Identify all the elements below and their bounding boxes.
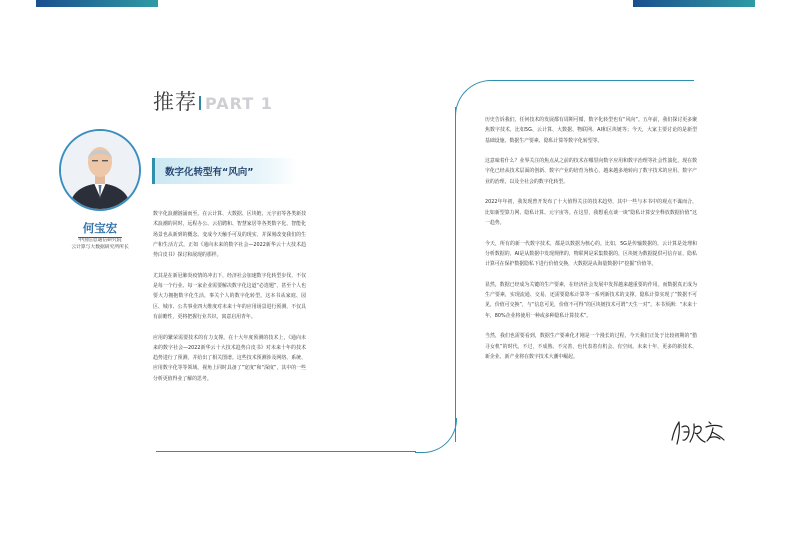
author-title-line: 中国信息通信研究院 <box>78 238 122 243</box>
section-title-zh: 推荐 <box>153 90 197 114</box>
frame-line-bottom <box>156 451 416 452</box>
left-text-column <box>153 209 306 394</box>
frame-line-top <box>494 80 694 81</box>
header-accent-bar-left <box>36 0 158 7</box>
body-paragraph: 尤其是在新冠肺炎疫情的冲击下，经济社会加速数字化转型步伐，不仅是每一个行业、每一家企业需要解决数字化这道“必选题”，甚至个人也要大力拥抱数字化生活，事关个人的数字化转型。这本书从家庭、园区、城市、公共事业四大维度对未来十年的应用场景进行预测，不仅具有前瞻性，更将把握行业共识，寓意启用青年。 <box>153 272 306 320</box>
author-title <box>48 238 152 251</box>
author-title-line: 云计算与大数据研究所所长 <box>71 244 129 250</box>
body-paragraph: 应用的繁荣需要技术的有力支撑。在十大年度预测的技术上，《通向未来的数字社会—2022新华云十大技术趋势白皮书》对未来十年的技术趋势进行了预测，并给出了相关图谱。这些技术预测涉及网络、系统、应用数字化等等领域，视角上同时具备了“宽度”和“深度”，其中的一些分析更值得业了解的思考。 <box>153 334 306 382</box>
section-title <box>153 86 273 116</box>
article-headline: 数字化转型有“风向” <box>165 167 254 178</box>
section-title-en: PART 1 <box>205 94 273 113</box>
author-signature <box>668 418 728 452</box>
body-paragraph: 今天，所有的新一代数字技术，都是以数据为核心的。比如，5G是传输数据的，云计算是处理和分析数据的，AI是从数据中发现规律的，物联网是采集数据的，区块链为数据提供可信存证，隐私计算可在保护数据隐私下进行价值交换，大数据是从海量数据中“挖掘”价值等。 <box>485 240 697 268</box>
section-title-divider <box>199 96 201 110</box>
author-avatar <box>59 129 141 211</box>
author-name: 何宝宏 <box>78 220 122 238</box>
handwritten-signature-icon <box>668 418 728 448</box>
author-portrait-icon <box>61 131 139 209</box>
body-paragraph: 显然，数据已经成为关键的生产要素，在经济社会发展中发挥越来越重要的作用。而数据真正成为生产要素，实现流通、交易，还需要隐私计算等一系列新技术的支撑。隐私计算实现了“数据不可见，价值可交换”，与“信息可见，价值不可得”的区块链技术可谓“天生一对”。本书预测：“未来十年，80%企业将使用一种或多种隐私计算技术”。 <box>485 281 697 319</box>
frame-curve-top <box>455 80 496 117</box>
article-headline-banner <box>152 158 298 184</box>
body-paragraph: 这意味着什么？业界关注的焦点从之前的技术在哪里向数字应用和数字治理等社会性演化，现在数字化已经从技术层面的创新、数字产业的培育为核心，越来越多地转向了数字技术的应用、数字产业的治理，以及全社会的数字化转型。 <box>485 158 697 185</box>
body-paragraph: 历史告诉我们，任何技术的发展都有周期可循，数字化转型也有“风向”。五年前，我们探讨更多聚焦数字技术，比如5G、云计算、大数据、物联网、AI和区块链等；今天，大家主要讨论的是新型基础设施、数据生产要素、隐私计算等数字化转型等。 <box>485 117 697 144</box>
body-paragraph: 当然，我们也需要看到，数据生产要素化才刚是一个漫长的过程，今天我们正处于比较初期的“猎寻女机”的时代。不过，不成熟、不完善，也代表着有机会、有空间。未来十年，更多的新技术、新企业、新产业将在数字技术大潮中崛起。 <box>485 333 697 360</box>
frame-curve-bottom <box>415 418 457 453</box>
right-text-column <box>485 115 697 372</box>
body-paragraph: 数字化浪潮汹涌而至。在云计算、大数据、区块链、元宇宙等各类新技术浪潮的同时，远程办公、云招聘和、智慧家居等各类数字化、智能化场景也从新到的概念、变成今天触手可及的现实，并深刻改变我们的生产和生活方式。正如《通向未来的数字社会—2022新华云十大技术趋势白皮书》探讨和展现的那样。 <box>153 211 306 259</box>
body-paragraph: 2022年年初，我发现曾开发布了十大值得关注的技术趋势，其中一些与本书中的观点不谋而合，比如新型算力网、隐私计算、元宇宙等。在这里，我想重点谈一谈“隐私计算安全释放数据价值”这一趋势。 <box>485 199 697 226</box>
frame-line-vertical <box>455 107 456 442</box>
header-accent-bar-right <box>633 0 755 7</box>
